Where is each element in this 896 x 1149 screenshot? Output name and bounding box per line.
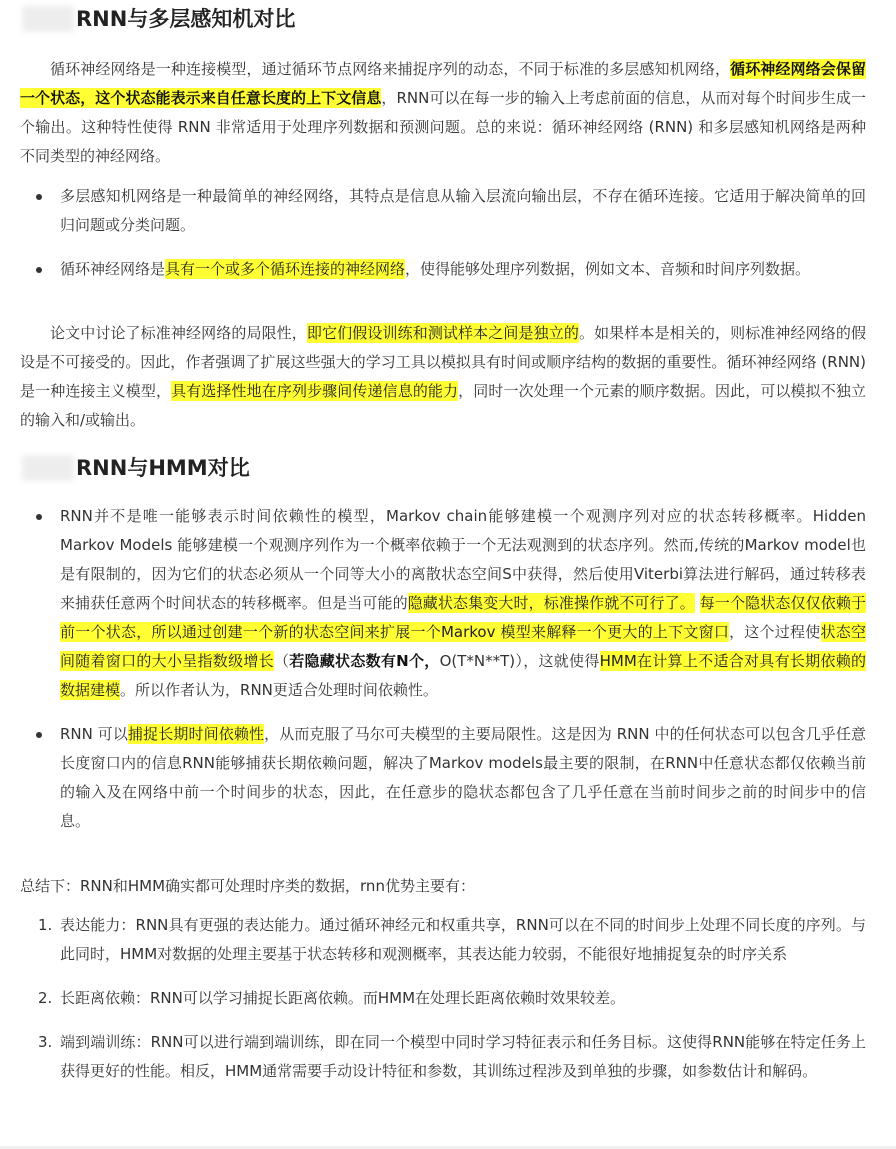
list-number: 3. (38, 1033, 53, 1051)
section-title-rnn-vs-hmm: RNN与HMM对比 (76, 456, 250, 480)
highlight: HMM在计算上不适合对具有长期依赖的数据建模 (60, 652, 866, 699)
intro-paragraph: 循环神经网络是一种连接模型，通过循环节点网络来捕捉序列的动态，不同于标准的多层感知机网络，循环神经网络会保留一个状态，这个状态能表示来自任意长度的上下文信息，RNN可以在每一步的输入上考虑前面的信息，从而对每个时间步生成一个输出。这种特性使得 RNN 非常适用于处理序列数据和预测问题。总的来说：循环神经网络 (RNN) 和多层感知机网络是两种不同类型的神经网络。 (20, 60, 866, 165)
highlight: 状态空间随着窗口的大小呈指数级增长 (60, 623, 866, 670)
highlight-bold: 循环神经网络会保留一个状态，这个状态能表示来自任意长度的上下文信息 (20, 60, 866, 107)
list-item: 多层感知机网络是一种最简单的神经网络，其特点是信息从输入层流向输出层，不存在循环连接。它适用于解决简单的回归问题或分类问题。 (60, 182, 866, 240)
list-item: 2. 长距离依赖：RNN可以学习捕捉长距离依赖。而HMM在处理长距离依赖时效果较差。 (60, 984, 866, 1013)
mlp-rnn-bullet-list (60, 182, 866, 284)
highlight: 具有一个或多个循环连接的神经网络 (165, 260, 406, 278)
rnn-hmm-bullet-list (60, 502, 866, 836)
list-item: RNN并不是唯一能够表示时间依赖性的模型，Markov chain能够建模一个观测序列对应的状态转移概率。Hidden Markov Models 能够建模一个观测序列作为一个概率依赖于一个无法观测到的状态序列。然而,传统的Markov model也是有限制的，因为它们的状态必须从一个同等大小的离散状态空间S中获得，然后使用Viterbi算法进行解码，通过转移表来捕获任意两个时间状态的转移概率。但是当可能的隐藏状态集变大时，标准操作就不可行了。 每一个隐状态仅仅依赖于前一个状态，所以通过创建一个新的状态空间来扩展一个Markov 模型来解释一个更大的上下文窗口，这个过程使状态空间随着窗口的大小呈指数级增长（若隐藏状态数有N个，O(T*N**T)），这就使得HMM在计算上不适合对具有长期依赖的数据建模。所以作者认为，RNN更适合处理时间依赖性。 (60, 502, 866, 705)
list-item: 循环神经网络是具有一个或多个循环连接的神经网络，使得能够处理序列数据，例如文本、音频和时间序列数据。 (60, 255, 866, 284)
list-item: 1. 表达能力：RNN具有更强的表达能力。通过循环神经元和权重共享，RNN可以在不同的时间步上处理不同长度的序列。与此同时，HMM对数据的处理主要基于状态转移和观测概率，其表达能力较弱，不能很好地捕捉复杂的时序关系 (60, 911, 866, 969)
highlight: 捕捉长期时间依赖性 (128, 725, 265, 743)
list-item: RNN 可以捕捉长期时间依赖性，从而克服了马尔可夫模型的主要局限性。这是因为 RNN 中的任何状态可以包含几乎任意长度窗口内的信息RNN能够捕获长期依赖问题，解决了Markov models最主要的限制，在RNN中任意状态都仅依赖当前的输入及在网络中前一个时间步的状态，因此，在任意步的隐状态都包含了几乎任意在当前时间步之前的时间步中的信息。 (60, 720, 866, 836)
list-number: 1. (38, 916, 53, 934)
section-title-rnn-vs-mlp: RNN与多层感知机对比 (76, 7, 296, 31)
advantages-list (38, 911, 866, 1086)
highlight: 具有选择性地在序列步骤间传递信息的能力 (171, 382, 459, 400)
summary-line: 总结下：RNN和HMM确实都可处理时序类的数据，rnn优势主要有： (20, 877, 475, 895)
list-item: 3. 端到端训练：RNN可以进行端到端训练，即在同一个模型中同时学习特征表示和任务目标。这使得RNN能够在特定任务上获得更好的性能。相反，HMM通常需要手动设计特征和参数，其训练过程涉及到单独的步骤，如参数估计和解码。 (60, 1028, 866, 1086)
list-number: 2. (38, 989, 53, 1007)
paper-paragraph: 论文中讨论了标准神经网络的局限性，即它们假设训练和测试样本之间是独立的。如果样本是相关的，则标准神经网络的假设是不可接受的。因此，作者强调了扩展这些强大的学习工具以模拟具有时间或顺序结构的数据的重要性。循环神经网络 (RNN) 是一种连接主义模型，具有选择性地在序列步骤间传递信息的能力，同时一次处理一个元素的顺序数据。因此，可以模拟不独立的输入和/或输出。 (20, 324, 866, 429)
blurred-heading-prefix (22, 6, 74, 32)
highlight: 隐藏状态集变大时，标准操作就不可行了。 (407, 594, 695, 612)
blurred-heading-prefix (22, 455, 74, 481)
highlight: 每一个隐状态仅仅依赖于前一个状态，所以通过创建一个新的状态空间来扩展一个Markov 模型来解释一个更大的上下文窗口 (60, 594, 866, 641)
highlight: 即它们假设训练和测试样本之间是独立的 (306, 324, 579, 342)
